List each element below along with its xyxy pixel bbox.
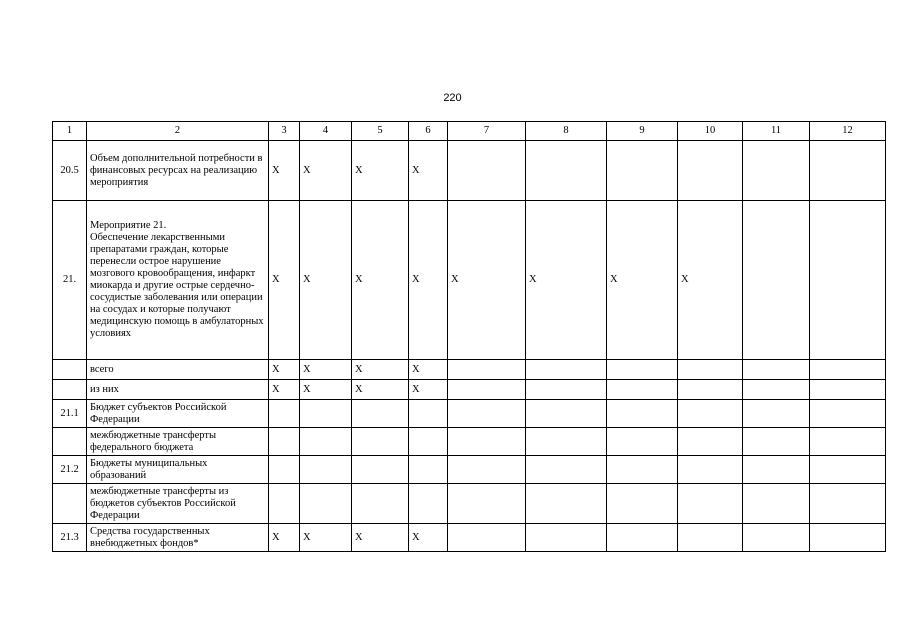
table-row: [53, 524, 886, 552]
table-cell: X: [300, 141, 352, 201]
table-cell: [448, 484, 526, 524]
table-cell: X: [409, 201, 448, 360]
table-cell: [352, 484, 409, 524]
table-cell: [678, 428, 743, 456]
table-cell: [526, 484, 607, 524]
table-cell: X: [300, 524, 352, 552]
table-cell: [743, 201, 810, 360]
table-cell: X: [352, 524, 409, 552]
column-header: 9: [607, 122, 678, 141]
table-cell: [607, 360, 678, 380]
row-number: 21.: [53, 201, 87, 360]
row-label: из них: [87, 380, 269, 400]
table-cell: [300, 484, 352, 524]
column-header: 4: [300, 122, 352, 141]
table-cell: [810, 400, 886, 428]
column-header: 10: [678, 122, 743, 141]
table-cell: X: [300, 360, 352, 380]
row-label: Объем дополнительной потребности в финансовых ресурсах на реализацию мероприятия: [87, 141, 269, 201]
table-cell: [743, 484, 810, 524]
table-cell: [810, 201, 886, 360]
table-cell: [448, 380, 526, 400]
row-number: 20.5: [53, 141, 87, 201]
table-cell: [269, 428, 300, 456]
table-cell: [352, 400, 409, 428]
table-cell: [678, 456, 743, 484]
header-row: [53, 122, 886, 141]
table-cell: [409, 456, 448, 484]
table-cell: X: [269, 141, 300, 201]
table-cell: [810, 141, 886, 201]
row-number: 21.2: [53, 456, 87, 484]
table-cell: X: [300, 201, 352, 360]
row-label: межбюджетные трансферты из бюджетов субъектов Российской Федерации: [87, 484, 269, 524]
table-row: [53, 400, 886, 428]
table-cell: [743, 428, 810, 456]
table-cell: X: [352, 380, 409, 400]
column-header: 11: [743, 122, 810, 141]
table-cell: [300, 428, 352, 456]
table-cell: X: [526, 201, 607, 360]
row-number: [53, 428, 87, 456]
table-cell: [743, 360, 810, 380]
page-number: 220: [443, 92, 462, 104]
budget-table: [52, 121, 886, 552]
table-cell: [607, 484, 678, 524]
table-cell: [448, 456, 526, 484]
table-cell: X: [269, 524, 300, 552]
table-cell: X: [269, 380, 300, 400]
column-header: 5: [352, 122, 409, 141]
table-body: [53, 122, 886, 552]
row-number: [53, 380, 87, 400]
table-cell: [743, 400, 810, 428]
table-cell: X: [269, 360, 300, 380]
table-cell: [526, 456, 607, 484]
table-cell: [300, 400, 352, 428]
table-cell: X: [409, 524, 448, 552]
column-header: 3: [269, 122, 300, 141]
table-cell: X: [352, 141, 409, 201]
column-header: 7: [448, 122, 526, 141]
table-cell: [526, 400, 607, 428]
table-cell: [607, 524, 678, 552]
table-cell: X: [352, 360, 409, 380]
column-header: 1: [53, 122, 87, 141]
table-cell: [743, 456, 810, 484]
table-row: [53, 141, 886, 201]
table-cell: [448, 360, 526, 380]
table-cell: [607, 456, 678, 484]
table-cell: X: [678, 201, 743, 360]
table-cell: X: [269, 201, 300, 360]
row-label: всего: [87, 360, 269, 380]
column-header: 6: [409, 122, 448, 141]
table-cell: [678, 141, 743, 201]
table-cell: [448, 428, 526, 456]
row-label: межбюджетные трансферты федерального бюджета: [87, 428, 269, 456]
table-cell: [269, 400, 300, 428]
table-cell: [526, 141, 607, 201]
table-cell: [409, 428, 448, 456]
table-cell: [810, 456, 886, 484]
table-cell: [448, 524, 526, 552]
table-cell: [743, 524, 810, 552]
table-cell: [678, 484, 743, 524]
table-cell: [810, 380, 886, 400]
table-cell: [607, 400, 678, 428]
table-cell: [678, 524, 743, 552]
table-cell: X: [409, 380, 448, 400]
table-cell: [810, 360, 886, 380]
table-cell: [269, 484, 300, 524]
table-cell: [607, 380, 678, 400]
table-cell: [352, 456, 409, 484]
column-header: 8: [526, 122, 607, 141]
column-header: 2: [87, 122, 269, 141]
table-cell: [352, 428, 409, 456]
table-cell: [526, 428, 607, 456]
table-cell: [743, 141, 810, 201]
table-row: [53, 360, 886, 380]
table-cell: X: [607, 201, 678, 360]
table-cell: [810, 484, 886, 524]
row-label: Средства государственных внебюджетных фондов*: [87, 524, 269, 552]
table-cell: [269, 456, 300, 484]
table-cell: X: [409, 141, 448, 201]
table-cell: [526, 360, 607, 380]
table-row: [53, 484, 886, 524]
table-row: [53, 380, 886, 400]
table-cell: [678, 380, 743, 400]
table-cell: [810, 428, 886, 456]
table-cell: [678, 400, 743, 428]
table-cell: [743, 380, 810, 400]
table-cell: X: [352, 201, 409, 360]
table-cell: [810, 524, 886, 552]
row-number: [53, 360, 87, 380]
row-number: 21.3: [53, 524, 87, 552]
row-number: 21.1: [53, 400, 87, 428]
table-cell: X: [300, 380, 352, 400]
row-number: [53, 484, 87, 524]
table-cell: X: [448, 201, 526, 360]
table-cell: [448, 400, 526, 428]
table-cell: [526, 524, 607, 552]
column-header: 12: [810, 122, 886, 141]
table-cell: [678, 360, 743, 380]
table-cell: [409, 484, 448, 524]
table-row: [53, 456, 886, 484]
table-cell: X: [409, 360, 448, 380]
table-cell: [607, 428, 678, 456]
row-label: Бюджет субъектов Российской Федерации: [87, 400, 269, 428]
table-cell: [409, 400, 448, 428]
row-label: Мероприятие 21. Обеспечение лекарственными препаратами граждан, которые перенесли острое нарушение мозгового кровообращения, инфаркт миокарда и другие острые сердечно-сосудистые заболевания или операции на сосудах и которые получают медицинскую помощь в амбулаторных условиях: [87, 201, 269, 360]
table-cell: [607, 141, 678, 201]
table-row: [53, 201, 886, 360]
row-label: Бюджеты муниципальных образований: [87, 456, 269, 484]
table-cell: [300, 456, 352, 484]
table-row: [53, 428, 886, 456]
table-cell: [448, 141, 526, 201]
table-cell: [526, 380, 607, 400]
